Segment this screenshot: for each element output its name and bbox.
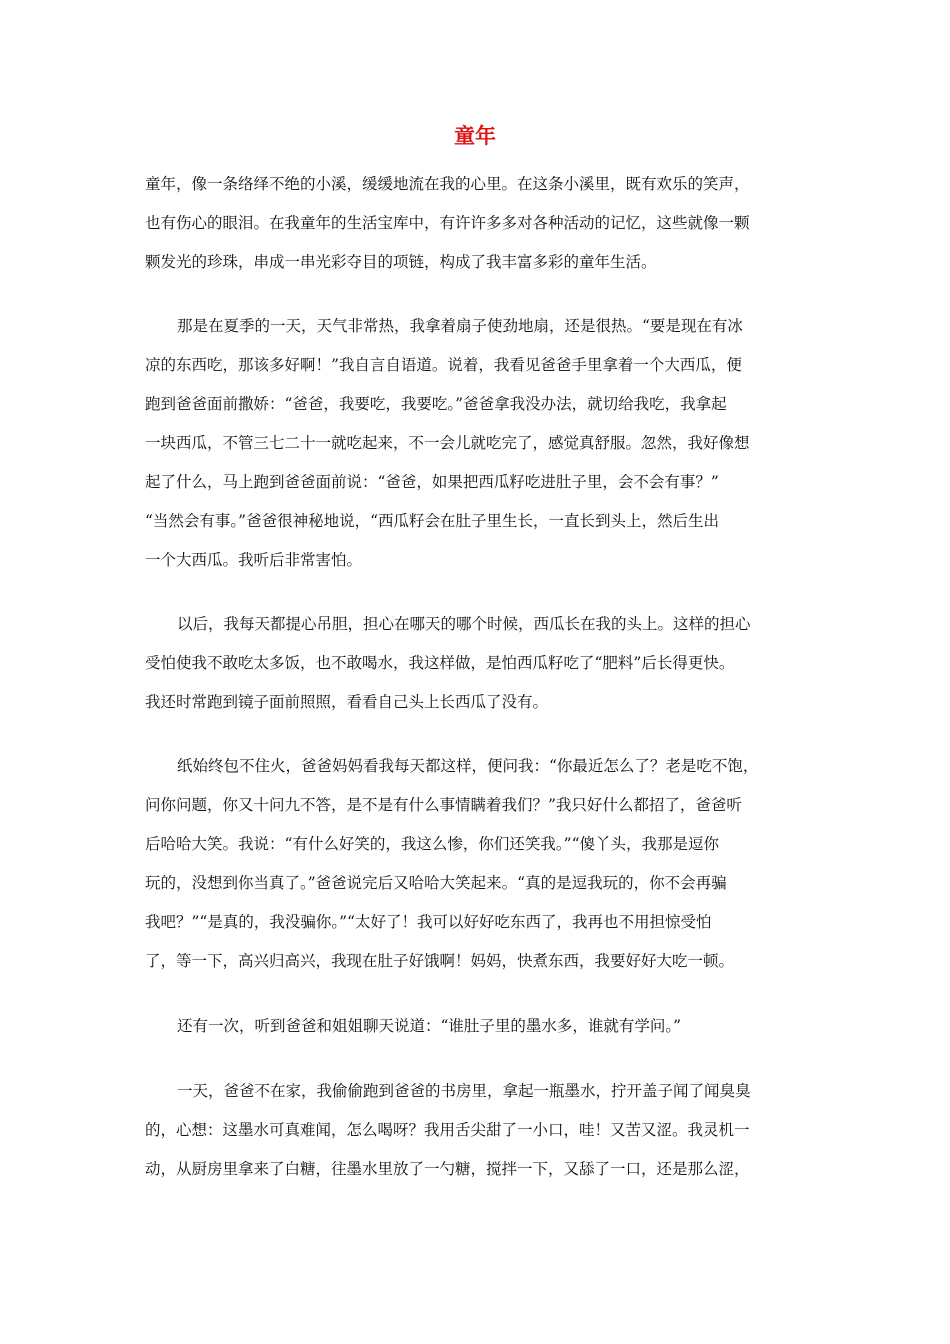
text-line: 纸始终包不住火，爸爸妈妈看我每天都这样，便问我：“你最近怎么了？老是吃不饱， (177, 757, 759, 775)
text-line: 以后，我每天都提心吊胆，担心在哪天的哪个时候，西瓜长在我的头上。这样的担心 (177, 615, 751, 633)
text-line: 跑到爸爸面前撒娇：“爸爸，我要吃，我要吃。”爸爸拿我没办法，就切给我吃，我拿起 (145, 395, 727, 413)
page-title: 童年 (454, 124, 496, 148)
text-line: 那是在夏季的一天，天气非常热，我拿着扇子使劲地扇，还是很热。“要是现在有冰 (177, 317, 743, 335)
text-line: 也有伤心的眼泪。在我童年的生活宝库中，有许许多多对各种活动的记忆，这些就像一颗 (145, 214, 750, 232)
text-line: 问你问题，你又十问九不答，是不是有什么事情瞒着我们？”我只好什么都招了，爸爸听 (145, 796, 742, 814)
text-line: 了，等一下，高兴归高兴，我现在肚子好饿啊！妈妈，快煮东西，我要好好大吃一顿。 (145, 952, 735, 970)
text-line: “当然会有事。”爸爸很神秘地说，“西瓜籽会在肚子里生长，一直长到头上，然后生出 (145, 512, 720, 530)
text-line: 受怕使我不敢吃太多饭，也不敢喝水，我这样做，是怕西瓜籽吃了“肥料”后长得更快。 (145, 654, 735, 672)
text-line: 凉的东西吃，那该多好啊！”我自言自语道。说着，我看见爸爸手里拿着一个大西瓜，便 (145, 356, 742, 374)
text-line: 我吧？”“是真的，我没骗你。”“太好了！我可以好好吃东西了，我再也不用担惊受怕 (145, 913, 712, 931)
text-line: 玩的，没想到你当真了。”爸爸说完后又哈哈大笑起来。“真的是逗我玩的，你不会再骗 (145, 874, 727, 892)
text-line: 童年，像一条络绎不绝的小溪，缓缓地流在我的心里。在这条小溪里，既有欢乐的笑声， (145, 175, 750, 193)
text-line: 起了什么，马上跑到爸爸面前说：“爸爸，如果把西瓜籽吃进肚子里，会不会有事？” (145, 473, 719, 491)
text-line: 一块西瓜，不管三七二十一就吃起来，不一会儿就吃完了，感觉真舒服。忽然，我好像想 (145, 434, 750, 452)
text-line: 的，心想：这墨水可真难闻，怎么喝呀？我用舌尖甜了一小口，哇！又苦又涩。我灵机一 (145, 1121, 750, 1139)
text-line: 一天，爸爸不在家，我偷偷跑到爸爸的书房里，拿起一瓶墨水，拧开盖子闻了闻臭臭 (177, 1082, 751, 1100)
text-line: 颗发光的珍珠，串成一串光彩夺目的项链，构成了我丰富多彩的童年生活。 (145, 253, 657, 271)
text-line: 一个大西瓜。我听后非常害怕。 (145, 551, 363, 569)
text-line: 我还时常跑到镜子面前照照，看看自己头上长西瓜了没有。 (145, 693, 549, 711)
text-line: 动，从厨房里拿来了白糖，往墨水里放了一勺糖，搅拌一下，又舔了一口，还是那么涩， (145, 1160, 750, 1178)
text-line: 后哈哈大笑。我说：“有什么好笑的，我这么惨，你们还笑我。”“傻丫头，我那是逗你 (145, 835, 720, 853)
text-line: 还有一次，听到爸爸和姐姐聊天说道：“谁肚子里的墨水多，谁就有学问。” (177, 1017, 682, 1035)
